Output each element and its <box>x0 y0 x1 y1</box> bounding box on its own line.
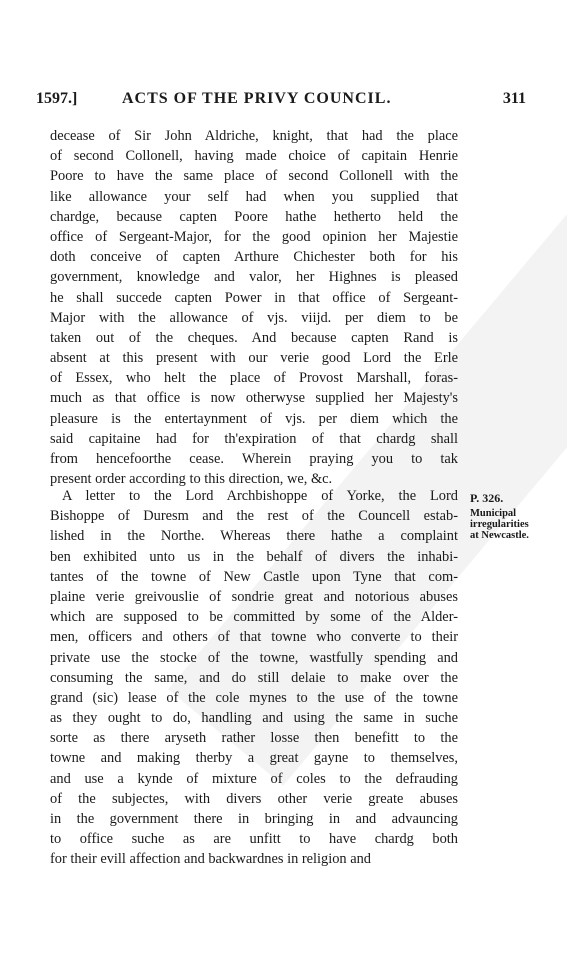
text-line: absent at this present with our verie good Lord the Erle <box>50 350 458 367</box>
text-line: towne and making therby a great gayne to themselves, <box>50 750 458 767</box>
text-line: men, officers and others of that towne who converte to their <box>50 629 458 646</box>
margin-note-line: irregularities <box>470 519 529 530</box>
text-line: grand (sic) lease of the cole mynes to the use of the towne <box>50 689 458 706</box>
margin-note-line: Municipal <box>470 508 517 519</box>
text-line: of Essex, who helt the place of Provost Marshall, foras- <box>50 370 458 387</box>
text-line: tantes of the towne of New Castle upon Tyne that com- <box>50 568 458 585</box>
header-title: ACTS OF THE PRIVY COUNCIL. <box>122 90 392 107</box>
margin-note <box>470 488 550 541</box>
text-line: plaine verie greivouslie of sondrie great and notorious abuses <box>50 588 458 605</box>
text-line: of second Collonell, having made choice of capitain Henrie <box>50 148 458 165</box>
text-line: ben exhibited unto us in the behalf of divers the inhabi- <box>50 548 458 565</box>
paragraph-2 <box>50 486 458 870</box>
text-line: for their evill affection and backwardnes in religion and <box>50 851 372 868</box>
text-line: said capitaine had for th'expiration of that chardg shall <box>50 430 458 447</box>
text-line: chardge, because capten Poore hathe hetherto held the <box>50 208 458 225</box>
text-line: he shall succede capten Power in that office of Sergeant- <box>50 289 458 306</box>
margin-note-line: at Newcastle. <box>470 530 529 541</box>
running-header <box>36 90 526 114</box>
text-line: Bishoppe of Duresm and the rest of the Councell estab- <box>50 508 458 525</box>
text-line: decease of Sir John Aldriche, knight, that had the place <box>50 128 458 144</box>
text-line: sorte as there aryseth rather losse then benefitt to the <box>50 730 458 747</box>
text-line: in the government there in bringing in and advauncing <box>50 811 458 827</box>
text-line: present order according to this direction, we, &c. <box>50 471 333 488</box>
margin-page-reference: P. 326. <box>470 491 504 505</box>
text-line: government, knowledge and valor, her Highnes is pleased <box>50 269 458 286</box>
text-line: of the subjectes, with divers other verie greate abuses <box>50 790 458 807</box>
text-line: from hencefoorthe cease. Wherein praying you to tak <box>50 451 458 467</box>
header-year: 1597.] <box>36 90 78 107</box>
text-line: pleasure is the entertaynment of vjs. per diem which the <box>50 410 458 427</box>
text-line: which are supposed to be committed by some of the Alder- <box>50 609 458 626</box>
text-line: doth conceive of capten Arthure Chichester both for his <box>50 249 458 266</box>
text-line: office of Sergeant-Major, for the good opinion her Majestie <box>50 228 458 245</box>
text-line: much as that office is now otherwyse supplied her Majesty's <box>50 390 458 407</box>
text-line: lished in the Northe. Whereas there hathe a complaint <box>50 528 458 545</box>
text-line: A letter to the Lord Archbishoppe of Yorke, the Lord <box>62 488 458 504</box>
paragraph-1 <box>50 126 458 489</box>
text-line: consuming the same, and do still delaie to make over the <box>50 669 458 686</box>
text-line: to office suche as are unfitt to have chardg both <box>50 831 458 848</box>
text-line: Major with the allowance of vjs. viijd. per diem to be <box>50 309 458 326</box>
text-line: private use the stocke of the towne, wastfully spending and <box>50 649 458 666</box>
text-line: Poore to have the same place of second Collonell with the <box>50 168 458 185</box>
text-line: like allowance your self had when you supplied that <box>50 188 458 205</box>
text-line: as they ought to do, handling and using the same in suche <box>50 710 458 727</box>
text-line: and use a kynde of mixture of coles to the defrauding <box>50 770 458 787</box>
text-line: taken out of the cheques. And because capten Rand is <box>50 329 458 346</box>
page-number: 311 <box>502 90 526 107</box>
